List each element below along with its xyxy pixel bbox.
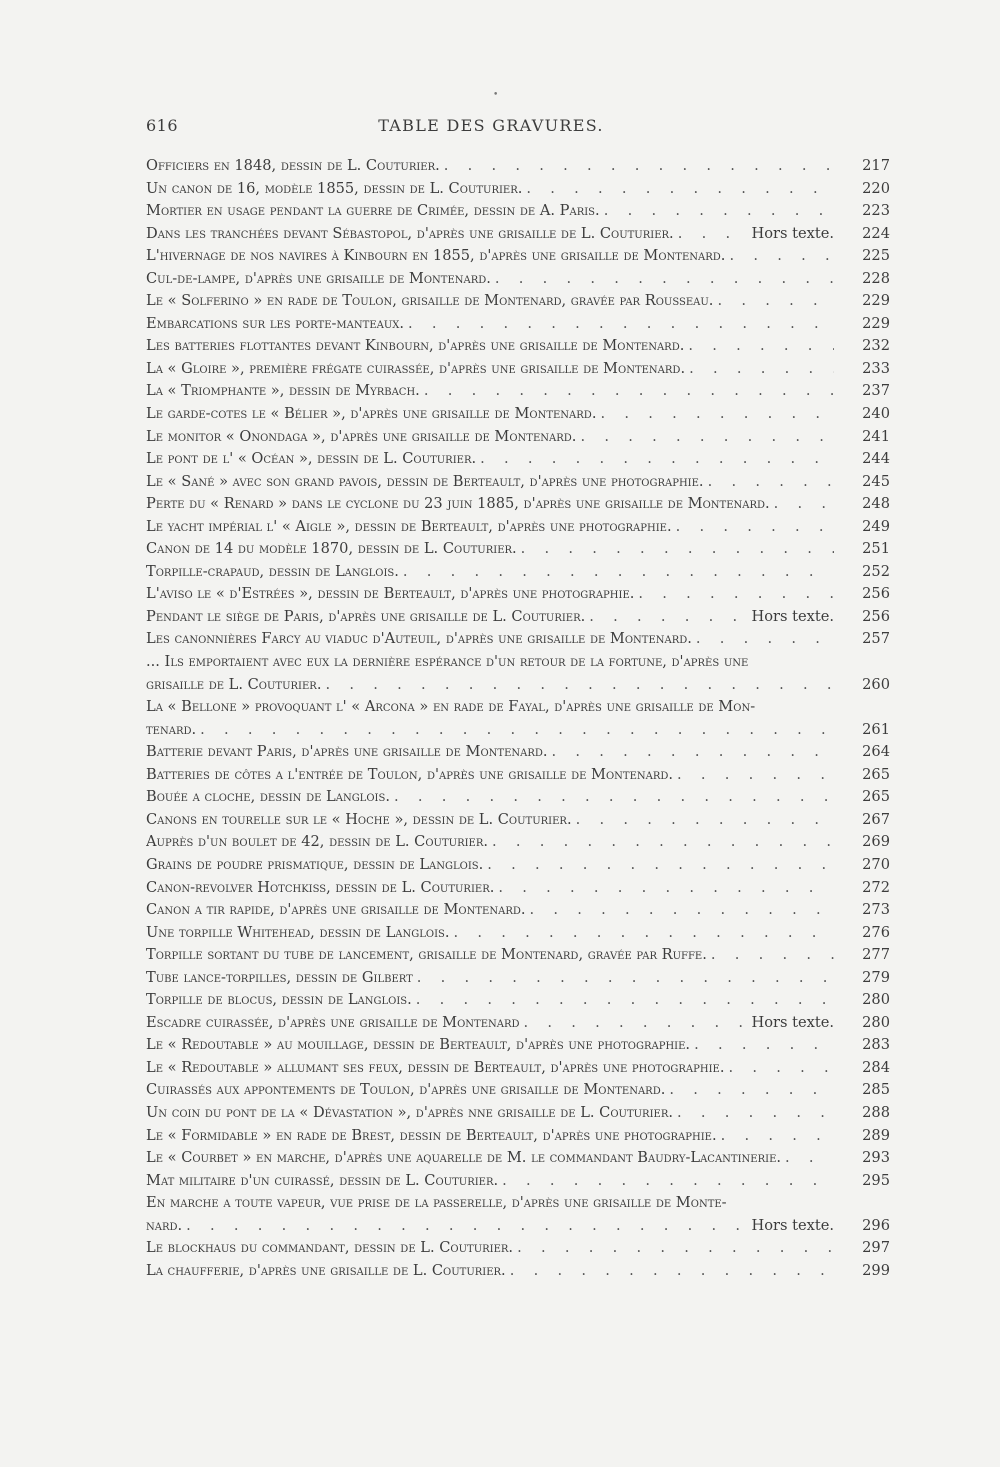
list-item — [146, 1237, 890, 1260]
entry-title: Mat militaire d'un cuirassé, dessin de L. Couturier. — [146, 1171, 499, 1189]
entry-title: Le blockhaus du commandant, dessin de L. Couturier. — [146, 1239, 514, 1257]
list-item — [146, 831, 890, 854]
entry-page-number: 265 — [862, 765, 890, 783]
entry-page-number: 232 — [862, 337, 890, 355]
entry-page-number: 295 — [862, 1171, 890, 1189]
entry-page-number: 289 — [862, 1126, 890, 1144]
page-header — [146, 116, 836, 140]
entry-page-number: 264 — [862, 743, 890, 761]
list-item — [146, 493, 890, 516]
dot-leader — [677, 764, 834, 787]
entry-page-number: 270 — [862, 855, 890, 873]
list-item — [146, 989, 890, 1012]
entry-title: L'aviso le « d'Estrées », dessin de Berteault, d'après une photographie. — [146, 585, 635, 603]
entry-title: Torpille sortant du tube de lancement, grisaille de Montenard, gravée par Ruffe. — [146, 946, 707, 964]
entry-title: La « Gloire », première frégate cuirassée, d'après une grisaille de Montenard. — [146, 359, 686, 377]
list-item — [146, 223, 890, 246]
entry-page-number: 296 — [862, 1216, 890, 1234]
list-item — [146, 403, 890, 426]
dot-leader — [526, 178, 834, 201]
dot-leader — [498, 877, 834, 900]
entry-title: Embarcations sur les porte-manteaux. — [146, 314, 405, 332]
entry-title: Mortier en usage pendant la guerre de Crimée, dessin de A. Paris. — [146, 202, 600, 220]
list-item — [146, 380, 890, 403]
list-item — [146, 313, 890, 336]
page-number: 616 — [146, 116, 179, 135]
entry-title: Canon de 14 du modèle 1870, dessin de L. Couturier. — [146, 540, 517, 558]
entry-page-number: 220 — [862, 179, 890, 197]
entry-title: L'hivernage de nos navires à Kinbourn en 1855, d'après une grisaille de Montenard. — [146, 247, 726, 265]
entry-title: La « Triomphante », dessin de Myrbach. — [146, 382, 420, 400]
dot-leader — [589, 606, 745, 629]
entry-title: tenard. — [146, 720, 197, 738]
entry-title: Canons en tourelle sur le « Hoche », dessin de L. Couturier. — [146, 810, 572, 828]
entry-title: Pendant le siège de Paris, d'après une grisaille de L. Couturier. — [146, 607, 586, 625]
entry-page-number: 224 — [862, 224, 890, 242]
list-item — [146, 1125, 890, 1148]
list-item — [146, 245, 890, 268]
dot-leader — [717, 290, 834, 313]
dot-leader — [417, 967, 834, 990]
list-item — [146, 877, 890, 900]
entry-title: Cul-de-lampe, d'après une grisaille de Montenard. — [146, 269, 491, 287]
entry-page-number: 273 — [862, 901, 890, 919]
entry-title: Tube lance-torpilles, dessin de Gilbert — [146, 968, 413, 986]
list-item — [146, 448, 890, 471]
entry-page-number: 276 — [862, 923, 890, 941]
entry-title: Bouée a cloche, dessin de Langlois. — [146, 788, 390, 806]
entry-page-number: 256 — [862, 607, 890, 625]
dot-leader — [600, 403, 834, 426]
entry-title: Dans les tranchées devant Sébastopol, d'après une grisaille de L. Couturier. — [146, 224, 674, 242]
entry-title: Auprès d'un boulet de 42, dessin de L. Couturier. — [146, 833, 489, 851]
entry-title: Une torpille Whitehead, dessin de Langlois. — [146, 923, 450, 941]
entry-title: Cuirassés aux appontements de Toulon, d'après une grisaille de Montenard. — [146, 1081, 666, 1099]
entry-page-number: 240 — [862, 405, 890, 423]
list-item — [146, 1012, 890, 1035]
dot-leader — [480, 448, 834, 471]
dot-leader — [711, 944, 834, 967]
entry-title-first-line: La « Bellone » provoquant l' « Arcona » en rade de Fayal, d'après une grisaille de Mon- — [146, 698, 756, 716]
entry-page-number: 265 — [862, 788, 890, 806]
list-item — [146, 628, 890, 651]
entry-page-number: 272 — [862, 878, 890, 896]
dot-leader — [495, 268, 834, 291]
entry-page-number: 284 — [862, 1058, 890, 1076]
list-item — [146, 1102, 890, 1125]
dot-leader — [394, 786, 834, 809]
dot-leader — [416, 989, 834, 1012]
dot-leader — [638, 583, 834, 606]
entry-title: La chaufferie, d'après une grisaille de L. Couturier. — [146, 1261, 506, 1279]
dot-leader — [689, 358, 834, 381]
entry-title: Torpille de blocus, dessin de Langlois. — [146, 991, 412, 1009]
entry-title: Le « Sané » avec son grand pavois, dessin de Berteault, d'après une photographie. — [146, 472, 704, 490]
entry-title: Batterie devant Paris, d'après une grisaille de Montenard. — [146, 743, 548, 761]
dot-leader — [510, 1260, 834, 1283]
list-item — [146, 538, 890, 561]
list-item — [146, 268, 890, 291]
list-item — [146, 1147, 890, 1170]
entry-title-first-line: En marche a toute vapeur, vue prise de la passerelle, d'après une grisaille de Monte- — [146, 1194, 727, 1212]
list-item — [146, 1170, 890, 1193]
entry-title: Le « Redoutable » au mouillage, dessin de Berteault, d'après une photographie. — [146, 1036, 691, 1054]
entry-page-number: 279 — [862, 968, 890, 986]
entry-title: Le pont de l' « Océan », dessin de L. Couturier. — [146, 450, 477, 468]
list-item — [146, 922, 890, 945]
entry-page-number: 251 — [862, 540, 890, 558]
list-item — [146, 1260, 890, 1283]
dot-leader — [524, 1012, 746, 1035]
entry-page-number: 256 — [862, 585, 890, 603]
dot-leader — [676, 516, 834, 539]
list-item — [146, 899, 890, 922]
list-item — [146, 764, 890, 787]
list-item — [146, 1079, 890, 1102]
entry-page-number: 241 — [862, 427, 890, 445]
entry-title: Un canon de 16, modèle 1855, dessin de L. Couturier. — [146, 179, 523, 197]
list-item — [146, 178, 890, 201]
dot-leader — [604, 200, 834, 223]
dot-leader — [521, 538, 834, 561]
dot-leader — [552, 741, 834, 764]
list-item — [146, 606, 890, 629]
entry-title: Le monitor « Onondaga », d'après une grisaille de Montenard. — [146, 427, 577, 445]
dot-leader — [729, 245, 834, 268]
list-item — [146, 967, 890, 990]
dot-leader — [186, 1215, 745, 1238]
hors-texte-label: Hors texte. — [751, 1216, 834, 1234]
entry-page-number: 260 — [862, 675, 890, 693]
entry-title: Canon-revolver Hotchkiss, dessin de L. Couturier. — [146, 878, 495, 896]
list-item — [146, 854, 890, 877]
list-item — [146, 1034, 890, 1057]
entry-page-number: 223 — [862, 202, 890, 220]
entry-page-number: 228 — [862, 269, 890, 287]
entry-page-number: 288 — [862, 1103, 890, 1121]
entry-page-number: 277 — [862, 946, 890, 964]
dot-leader — [487, 854, 834, 877]
entry-title: Le « Solferino » en rade de Toulon, grisaille de Montenard, gravée par Rousseau. — [146, 292, 714, 310]
dot-leader — [688, 335, 834, 358]
entry-page-number: 237 — [862, 382, 890, 400]
header-ornament: • — [493, 90, 499, 100]
entry-title: Batteries de côtes a l'entrée de Toulon, d'après une grisaille de Montenard. — [146, 765, 674, 783]
dot-leader — [424, 380, 834, 403]
hors-texte-label: Hors texte. — [751, 607, 834, 625]
list-item — [146, 358, 890, 381]
dot-leader — [785, 1147, 834, 1170]
entry-page-number: 217 — [862, 157, 890, 174]
list-item — [146, 1192, 890, 1237]
entry-page-number: 229 — [862, 292, 890, 310]
entry-page-number: 257 — [862, 630, 890, 648]
entry-title-first-line: ... Ils emportaient avec eux la dernière espérance d'un retour de la fortune, d'après une — [146, 653, 749, 671]
dot-leader — [454, 922, 834, 945]
entry-page-number: 299 — [862, 1261, 890, 1279]
dot-leader — [492, 831, 834, 854]
dot-leader — [325, 674, 834, 697]
entry-page-number: 244 — [862, 450, 890, 468]
list-item — [146, 155, 890, 178]
hors-texte-label: Hors texte. — [751, 224, 834, 242]
entry-page-number: 233 — [862, 359, 890, 377]
list-item — [146, 786, 890, 809]
dot-leader — [729, 1057, 835, 1080]
entry-page-number: 252 — [862, 562, 890, 580]
entry-title: Torpille-crapaud, dessin de Langlois. — [146, 562, 399, 580]
dot-leader — [669, 1079, 834, 1102]
list-item — [146, 290, 890, 313]
dot-leader — [721, 1125, 834, 1148]
entry-title: Le « Formidable » en rade de Brest, dessin de Berteault, d'après une photographie. — [146, 1126, 717, 1144]
list-item — [146, 426, 890, 449]
dot-leader — [677, 1102, 834, 1125]
entry-title: Canon a tir rapide, d'après une grisaille de Montenard. — [146, 901, 526, 919]
entry-title: Grains de poudre prismatique, dessin de Langlois. — [146, 855, 484, 873]
list-item — [146, 741, 890, 764]
entry-page-number: 293 — [862, 1149, 890, 1167]
list-item — [146, 335, 890, 358]
dot-leader — [200, 719, 834, 742]
entry-page-number: 297 — [862, 1239, 890, 1257]
entry-page-number: 269 — [862, 833, 890, 851]
entry-page-number: 280 — [862, 991, 890, 1009]
dot-leader — [694, 1034, 834, 1057]
list-item — [146, 944, 890, 967]
list-item — [146, 809, 890, 832]
list-item — [146, 471, 890, 494]
entry-page-number: 285 — [862, 1081, 890, 1099]
entry-page-number: 229 — [862, 314, 890, 332]
entry-page-number: 249 — [862, 517, 890, 535]
entry-title: Le « Courbet » en marche, d'après une aquarelle de M. le commandant Baudry-Lacantinerie. — [146, 1149, 782, 1167]
list-item — [146, 200, 890, 223]
entry-page-number: 280 — [862, 1013, 890, 1031]
dot-leader — [696, 628, 834, 651]
list-item — [146, 561, 890, 584]
entry-page-number: 267 — [862, 810, 890, 828]
entry-page-number: 245 — [862, 472, 890, 490]
entry-page-number: 225 — [862, 247, 890, 265]
dot-leader — [580, 426, 834, 449]
dot-leader — [517, 1237, 834, 1260]
dot-leader — [403, 561, 834, 584]
entry-title: Les canonnières Farcy au viaduc d'Auteuil, d'après une grisaille de Montenard. — [146, 630, 692, 648]
list-item — [146, 651, 890, 696]
dot-leader — [530, 899, 835, 922]
entry-title: Officiers en 1848, dessin de L. Couturier. — [146, 157, 440, 174]
list-item — [146, 696, 890, 741]
entry-page-number: 283 — [862, 1036, 890, 1054]
dot-leader — [502, 1170, 834, 1193]
list-item — [146, 1057, 890, 1080]
entry-title: Le yacht impérial l' « Aigle », dessin de Berteault, d'après une photographie. — [146, 517, 672, 535]
illustration-list — [146, 155, 890, 1282]
entry-page-number: 261 — [862, 720, 890, 738]
dot-leader — [678, 223, 746, 246]
dot-leader — [576, 809, 834, 832]
dot-leader — [774, 493, 834, 516]
entry-title: grisaille de L. Couturier. — [146, 675, 322, 693]
page-title: TABLE DES GRAVURES. — [378, 116, 604, 135]
dot-leader — [444, 155, 834, 178]
entry-title: nard. — [146, 1216, 183, 1234]
entry-title: Le garde-cotes le « Bélier », d'après une grisaille de Montenard. — [146, 405, 597, 423]
dot-leader — [708, 471, 834, 494]
entry-title: Les batteries flottantes devant Kinbourn, d'après une grisaille de Montenard. — [146, 337, 685, 355]
entry-title: Le « Redoutable » allumant ses feux, dessin de Berteault, d'après une photographie. — [146, 1058, 725, 1076]
hors-texte-label: Hors texte. — [751, 1013, 834, 1031]
list-item — [146, 516, 890, 539]
list-item — [146, 583, 890, 606]
dot-leader — [408, 313, 834, 336]
entry-title: Escadre cuirassée, d'après une grisaille de Montenard — [146, 1013, 520, 1031]
entry-title: Perte du « Renard » dans le cyclone du 23 juin 1885, d'après une grisaille de Montenard. — [146, 495, 770, 513]
entry-title: Un coin du pont de la « Dévastation », d'après nne grisaille de L. Couturier. — [146, 1103, 674, 1121]
entry-page-number: 248 — [862, 495, 890, 513]
